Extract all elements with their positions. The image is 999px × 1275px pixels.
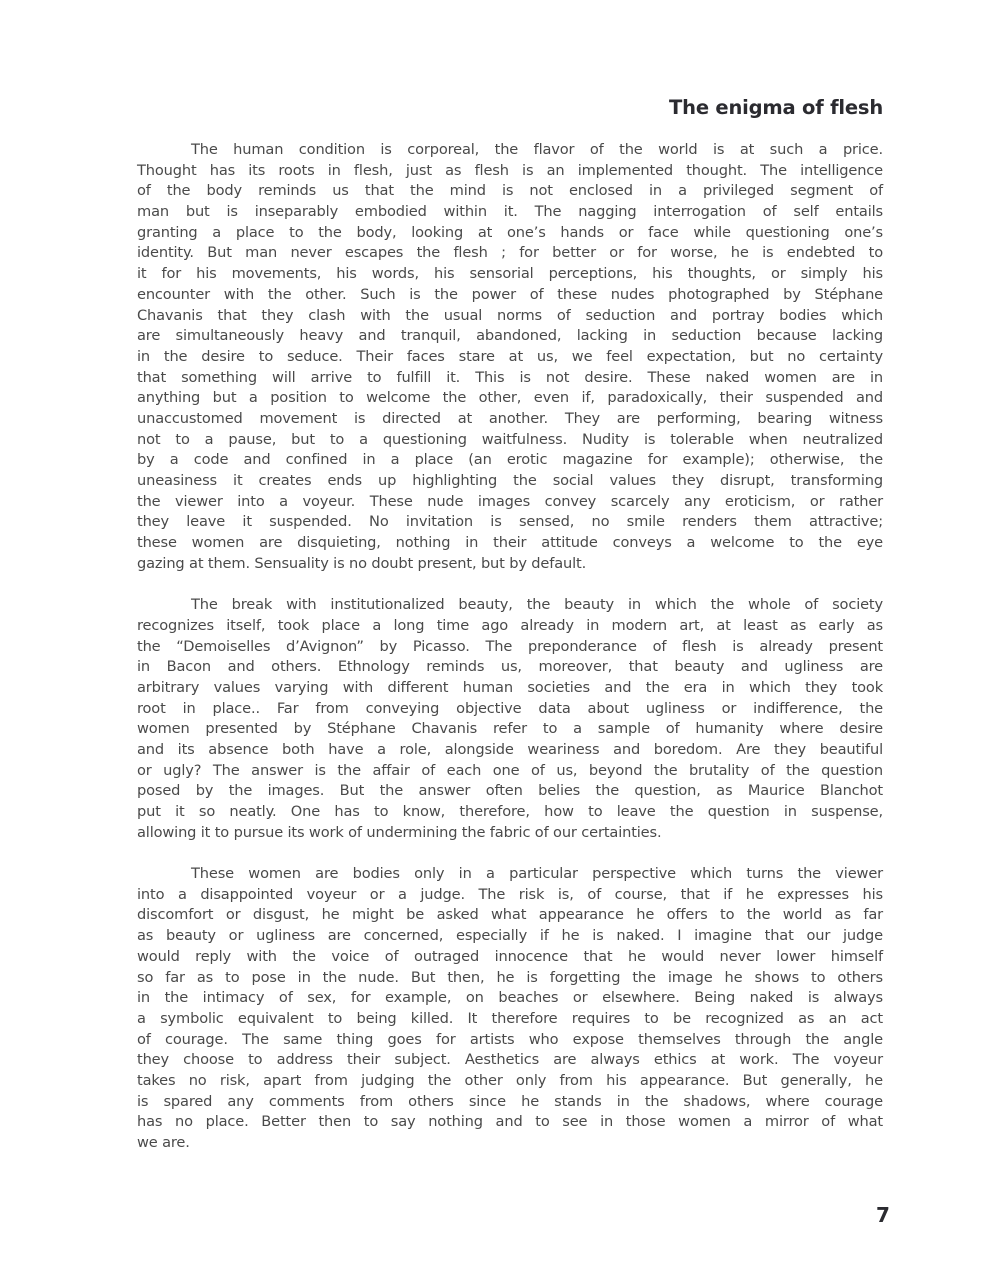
text-line: root in place.. Far from conveying objective data about ugliness or indifference, the	[137, 699, 883, 717]
text-line: gazing at them. Sensuality is no doubt present, but by default.	[137, 554, 587, 572]
text-line: Chavanis that they clash with the usual norms of seduction and portray bodies which	[137, 306, 883, 324]
paragraph-2	[137, 595, 883, 843]
text-line: they leave it suspended. No invitation is sensed, no smile renders them attractive;	[137, 513, 883, 531]
text-line: as beauty or ugliness are concerned, especially if he is naked. I imagine that our judge	[137, 927, 883, 945]
text-line: unaccustomed movement is directed at another. They are performing, bearing witness	[137, 409, 883, 427]
text-line: in Bacon and others. Ethnology reminds us, moreover, that beauty and ugliness are	[137, 658, 883, 676]
text-line: has no place. Better then to say nothing and to see in those women a mirror of what	[137, 1113, 883, 1131]
text-line: they choose to address their subject. Aesthetics are always ethics at work. The voyeur	[137, 1051, 883, 1069]
text-line: arbitrary values varying with different human societies and the era in which they took	[137, 678, 883, 696]
text-line: would reply with the voice of outraged innocence that he would never lower himself	[137, 947, 883, 965]
article-body	[137, 140, 883, 1174]
text-line: These women are bodies only in a particular perspective which turns the viewer	[191, 865, 883, 883]
text-line: women presented by Stéphane Chavanis refer to a sample of humanity where desire	[137, 720, 883, 738]
text-line: Thought has its roots in flesh, just as flesh is an implemented thought. The intelligence	[137, 161, 883, 179]
text-line: in the desire to seduce. Their faces stare at us, we feel expectation, but no certainty	[137, 347, 883, 365]
text-line: discomfort or disgust, he might be asked what appearance he offers to the world as far	[137, 906, 883, 924]
text-line: The break with institutionalized beauty, the beauty in which the whole of society	[191, 596, 883, 614]
text-line: a symbolic equivalent to being killed. It therefore requires to be recognized as an act	[137, 1009, 883, 1027]
text-line: identity. But man never escapes the flesh ; for better or for worse, he is endebted to	[137, 244, 883, 262]
text-line: are simultaneously heavy and tranquil, abandoned, lacking in seduction because lacking	[137, 327, 883, 345]
text-line: granting a place to the body, looking at one’s hands or face while questioning one’s	[137, 223, 883, 241]
text-line: uneasiness it creates ends up highlighting the social values they disrupt, transforming	[137, 472, 883, 489]
text-line: the “Demoiselles d’Avignon” by Picasso. The preponderance of flesh is already present	[137, 637, 883, 655]
text-line: not to a pause, but to a questioning waitfulness. Nudity is tolerable when neutralized	[137, 430, 883, 448]
text-line: or ugly? The answer is the affair of each one of us, beyond the brutality of the question	[137, 761, 883, 779]
text-line: by a code and confined in a place (an erotic magazine for example); otherwise, the	[137, 451, 883, 469]
text-line: encounter with the other. Such is the power of these nudes photographed by Stéphane	[137, 285, 883, 303]
paragraph-3	[137, 864, 883, 1154]
text-line: it for his movements, his words, his sensorial perceptions, his thoughts, or simply his	[137, 265, 883, 283]
text-line: of courage. The same thing goes for artists who expose themselves through the angle	[137, 1030, 883, 1048]
text-line: recognizes itself, took place a long time ago already in modern art, at least as early as	[137, 616, 883, 634]
text-line: the viewer into a voyeur. These nude images convey scarcely any eroticism, or rather	[137, 492, 883, 510]
text-line: in the intimacy of sex, for example, on beaches or elsewhere. Being naked is always	[137, 989, 883, 1007]
text-line: posed by the images. But the answer often belies the question, as Maurice Blanchot	[137, 782, 883, 800]
page-number: 7	[876, 1203, 890, 1227]
text-line: into a disappointed voyeur or a judge. The risk is, of course, that if he expresses his	[137, 885, 883, 903]
text-line: we are.	[137, 1134, 190, 1151]
text-line: these women are disquieting, nothing in their attitude conveys a welcome to the eye	[137, 534, 883, 552]
text-line: so far as to pose in the nude. But then, he is forgetting the image he shows to others	[137, 968, 883, 986]
text-line: that something will arrive to fulfill it. This is not desire. These naked women are in	[137, 368, 883, 386]
text-line: is spared any comments from others since he stands in the shadows, where courage	[137, 1092, 883, 1110]
paragraph-1	[137, 140, 883, 574]
page-title: The enigma of flesh	[669, 96, 883, 119]
text-line: put it so neatly. One has to know, therefore, how to leave the question in suspense,	[137, 803, 883, 820]
text-line: man but is inseparably embodied within it. The nagging interrogation of self entails	[137, 203, 883, 221]
text-line: anything but a position to welcome the other, even if, paradoxically, their suspended and	[137, 389, 883, 407]
text-line: of the body reminds us that the mind is not enclosed in a privileged segment of	[137, 182, 883, 200]
text-line: takes no risk, apart from judging the other only from his appearance. But generally, he	[137, 1071, 883, 1089]
text-line: and its absence both have a role, alongside weariness and boredom. Are they beautiful	[137, 740, 883, 758]
text-line: The human condition is corporeal, the flavor of the world is at such a price.	[191, 141, 883, 158]
text-line: allowing it to pursue its work of undermining the fabric of our certainties.	[137, 823, 662, 841]
